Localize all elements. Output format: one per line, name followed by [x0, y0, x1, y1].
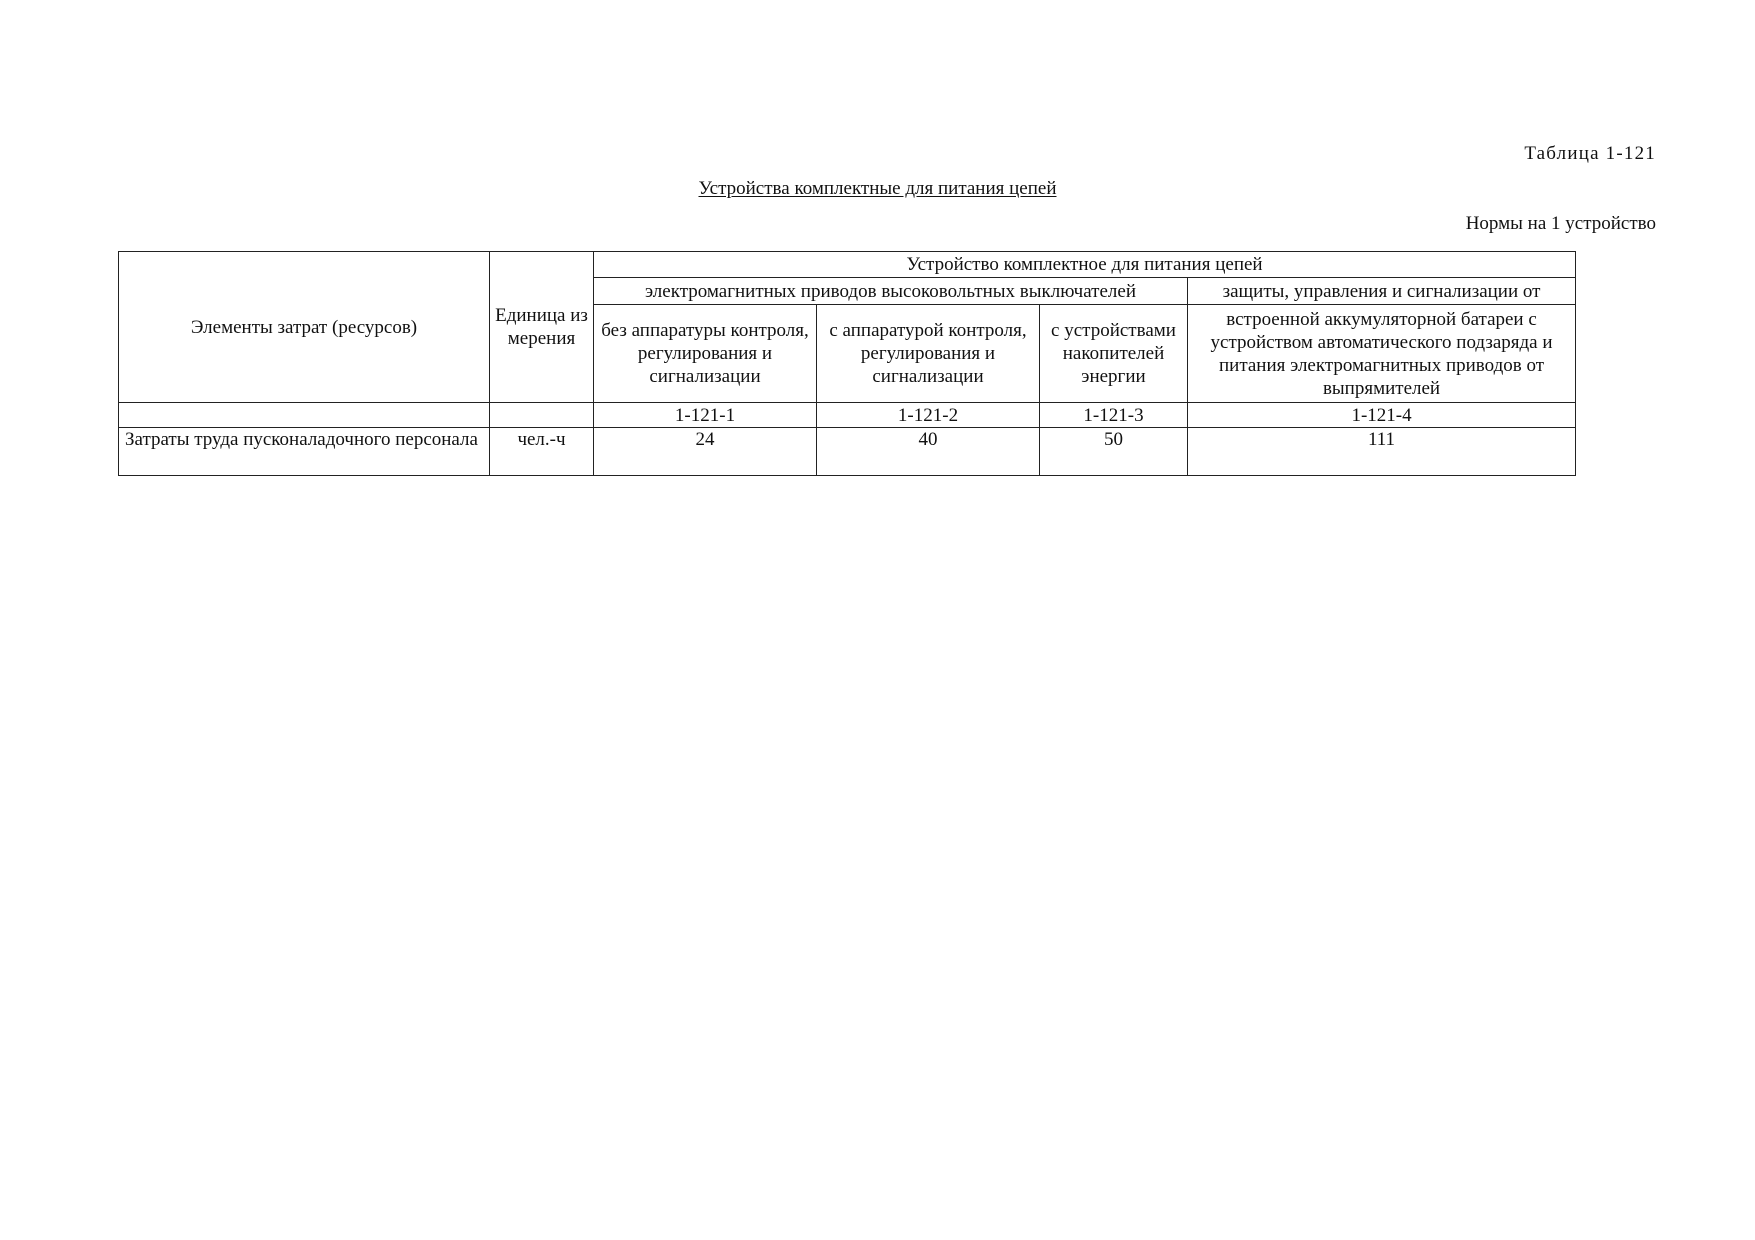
value-cell: 24: [594, 428, 817, 476]
norms-caption: Нормы на 1 устройство: [1465, 213, 1656, 234]
table-title: Устройства комплектные для питания цепей: [698, 178, 1057, 199]
header-col-4: встроенной аккумуляторной батареи с устройством автоматического подзаряда и питания электромагнитных приводов от выпрямителей: [1188, 305, 1576, 403]
value-cell: 111: [1188, 428, 1576, 476]
table-row: [119, 428, 1576, 476]
code-cell: 1-121-1: [594, 403, 817, 428]
header-elements: Элементы затрат (ресурсов): [119, 252, 490, 403]
header-subgroup-2: защиты, управления и сигнализации от: [1188, 278, 1576, 305]
header-col-3: с устройствами накопителей энергии: [1040, 305, 1188, 403]
header-row-1: [119, 252, 1576, 278]
table-number: Таблица 1-121: [1524, 143, 1656, 164]
row-unit: чел.-ч: [490, 428, 594, 476]
row-name: Затраты труда пусконаладочного персонала: [119, 428, 490, 476]
value-cell: 50: [1040, 428, 1188, 476]
header-col-2: с аппаратурой контроля, регулирования и сигнализации: [817, 305, 1040, 403]
header-unit: Единица измерения: [490, 252, 594, 403]
header-group: Устройство комплектное для питания цепей: [594, 252, 1576, 278]
code-cell: 1-121-4: [1188, 403, 1576, 428]
code-cell: 1-121-3: [1040, 403, 1188, 428]
code-row: [119, 403, 1576, 428]
header-subgroup-1: электромагнитных приводов высоковольтных выключателей: [594, 278, 1188, 305]
code-empty-unit: [490, 403, 594, 428]
norms-table: [118, 251, 1576, 476]
code-cell: 1-121-2: [817, 403, 1040, 428]
header-col-1: без аппаратуры контроля, регулирования и сигнализации: [594, 305, 817, 403]
value-cell: 40: [817, 428, 1040, 476]
code-empty-elements: [119, 403, 490, 428]
